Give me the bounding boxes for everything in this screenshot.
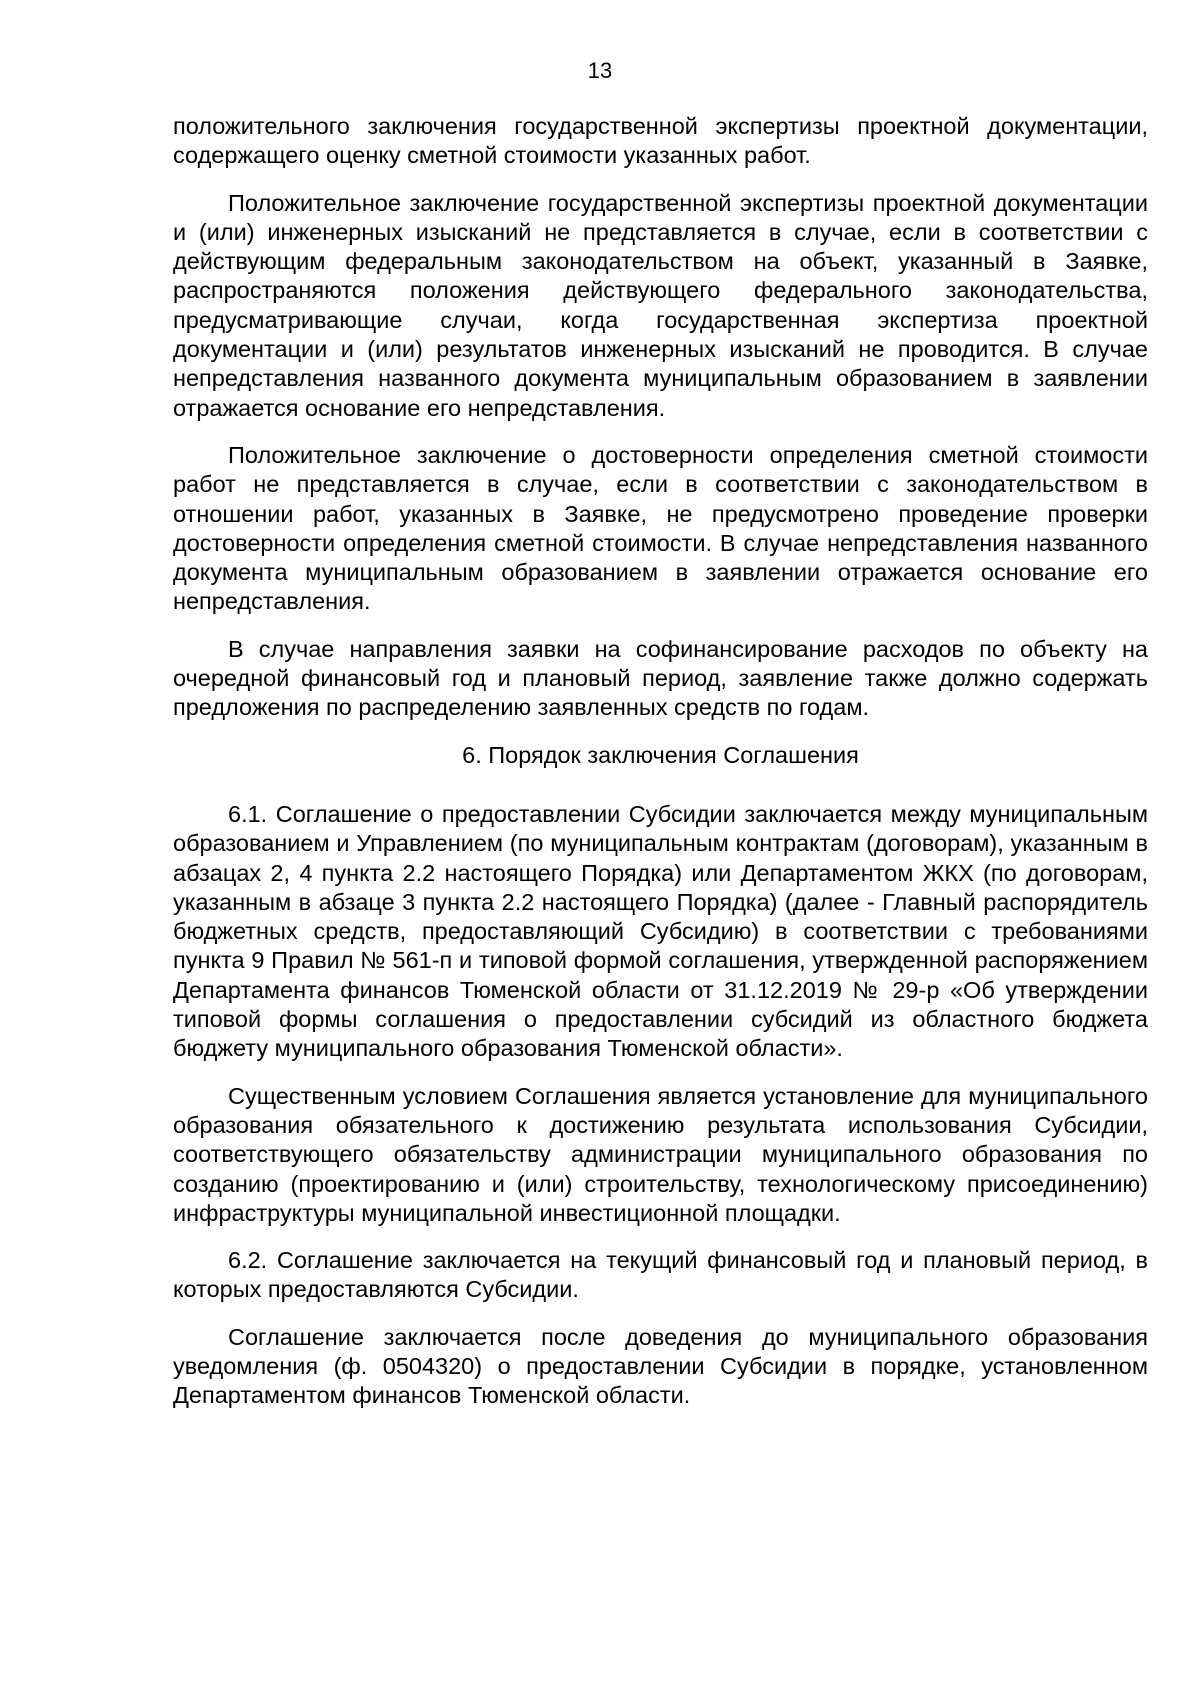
paragraph-6-2: 6.2. Соглашение заключается на текущий финансовый год и плановый период, в которых предоставляются Субсидии. — [173, 1247, 1148, 1303]
paragraph-agreement-conclusion: Соглашение заключается после доведения до муниципального образования уведомления (ф. 0504320) о предоставлении Субсидии в порядке, установленном Департаментом финансов Тюменской области. — [173, 1323, 1148, 1409]
paragraph-expertise-exemption: Положительное заключение государственной экспертизы проектной документации и (или) инженерных изысканий не представляется в случае, если в соответствии с действующим федеральным законодательством на объект, указанный в Заявке, распространяются положения действующего федерального законодательства, предусматривающие случаи, когда государственная экспертиза проектной документации и (или) результатов инженерных изысканий не проводится. В случае непредставления названного документа муниципальным образованием в заявлении отражается основание его непредставления. — [173, 189, 1148, 421]
paragraph-continuation: положительного заключения государственной экспертизы проектной документации, содержащего оценку сметной стоимости указанных работ. — [173, 113, 1148, 169]
section-heading: 6. Порядок заключения Соглашения — [462, 741, 859, 768]
page-number: 13 — [587, 58, 613, 83]
paragraph-cofinancing-request: В случае направления заявки на софинансирование расходов по объекту на очередной финансовый год и плановый период, заявление также должно содержать предложения по распределению заявленных средств по годам. — [173, 635, 1148, 721]
paragraph-essential-condition: Существенным условием Соглашения является установление для муниципального образования обязательного к достижению результата использования Субсидии, соответствующего обязательству администрации муниципального образования по созданию (проектированию и (или) строительству, технологическому присоединению) инфраструктуры муниципальной инвестиционной площадки. — [173, 1082, 1148, 1226]
paragraph-cost-verification-exemption: Положительное заключение о достоверности определения сметной стоимости работ не представляется в случае, если в соответствии с законодательством в отношении работ, указанных в Заявке, не предусмотрено проведение проверки достоверности определения сметной стоимости. В случае непредставления названного документа муниципальным образованием в заявлении отражается основание его непредставления. — [173, 441, 1148, 615]
document-body — [173, 112, 1148, 1429]
paragraph-6-1: 6.1. Соглашение о предоставлении Субсидии заключается между муниципальным образованием и Управлением (по муниципальным контрактам (договорам), указанным в абзацах 2, 4 пункта 2.2 настоящего Порядка) или Департаментом ЖКХ (по договорам, указанным в абзаце 3 пункта 2.2 настоящего Порядка) (далее - Главный распорядитель бюджетных средств, предоставляющий Субсидию) в соответствии с требованиями пункта 9 Правил № 561-п и типовой формой соглашения, утвержденной распоряжением Департамента финансов Тюменской области от 31.12.2019 № 29-р «Об утверждении типовой формы соглашения о предоставлении субсидий из областного бюджета бюджету муниципального образования Тюменской области». — [173, 800, 1148, 1062]
